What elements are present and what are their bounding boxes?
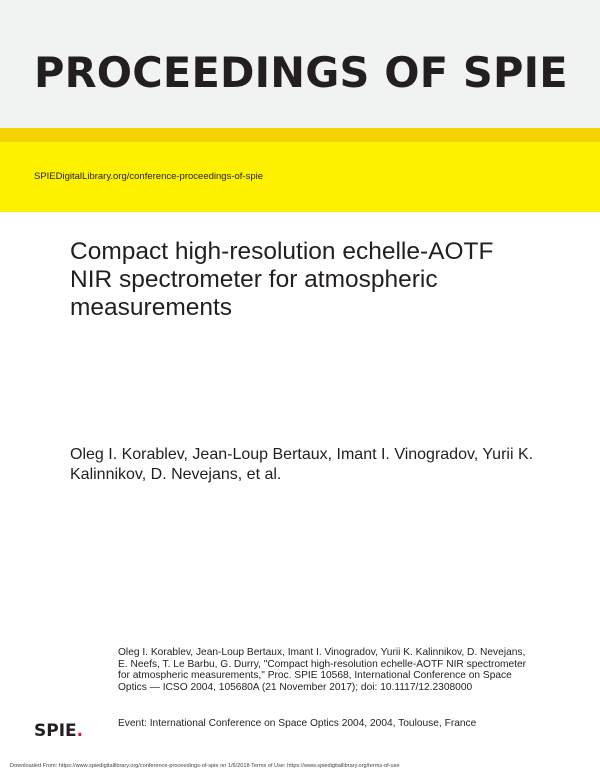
event-info: Event: International Conference on Space Optics 2004, 2004, Toulouse, France xyxy=(118,718,477,729)
paper-authors: Oleg I. Korablev, Jean-Loup Bertaux, Imant I. Vinogradov, Yurii K. Kalinnikov, D. Nevejans, et al. xyxy=(70,446,534,483)
download-footer: Downloaded From: https://www.spiedigitallibrary.org/conference-proceedings-of-spie on 1/6/2018 Terms of Use: https://www.spiedigitallibrary.org/terms-of-use xyxy=(10,763,400,769)
spie-logo xyxy=(34,723,83,740)
digital-library-link[interactable]: SPIEDigitalLibrary.org/conference-proceedings-of-spie xyxy=(34,171,263,182)
accent-stripe xyxy=(0,128,600,142)
spie-logo-text: SPIE xyxy=(34,721,77,741)
header-band xyxy=(0,0,600,128)
paper-title: Compact high-resolution echelle-AOTF NIR spectrometer for atmospheric measurements xyxy=(70,238,494,321)
masthead-title: PROCEEDINGS OF SPIE xyxy=(34,48,568,97)
spie-logo-dot: . xyxy=(76,721,84,741)
paper-citation: Oleg I. Korablev, Jean-Loup Bertaux, Imant I. Vinogradov, Yurii K. Kalinnikov, D. Nevejans, E. Neefs, T. Le Barbu, G. Durry, "Compact high-resolution echelle-AOTF NIR spectrometer for atmospheric measurements," Proc. SPIE 10568, International Conference on Space Optics — ICSO 2004, 105680A (21 November 2017); doi: 10.1117/12.2308000 xyxy=(118,647,527,693)
link-banner xyxy=(0,142,600,212)
